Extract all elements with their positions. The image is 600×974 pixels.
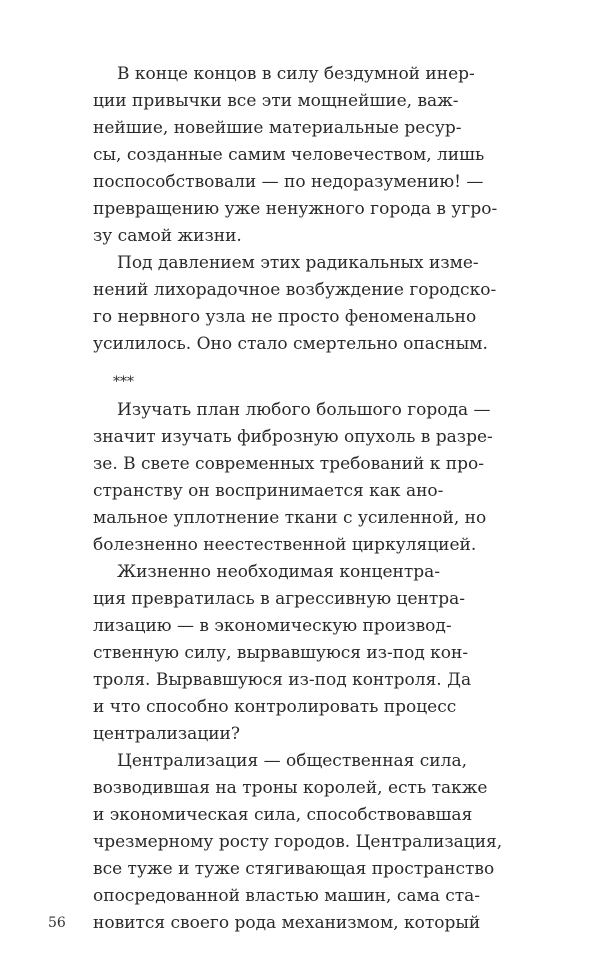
text-line: В конце концов в силу бездумной инер- [117,64,475,84]
page-number: 56 [48,915,66,931]
text-line: опосредованной властью машин, сама ста- [93,886,481,906]
text-line: превращению уже ненужного города в угро- [93,199,498,219]
text-line: нений лихорадочное возбуждение городско- [93,280,497,300]
text-line: ственную силу, вырвавшуюся из-под кон- [93,643,469,663]
text-line: странству он воспринимается как ано- [93,481,444,501]
text-line: троля. Вырвавшуюся из-под контроля. Да [93,670,472,690]
text-line: нейшие, новейшие материальные ресур- [93,118,462,138]
text-line: значит изучать фиброзную опухоль в разре- [93,427,493,447]
text-line: возводившая на троны королей, есть также [93,778,488,798]
text-line: и что способно контролировать процесс [93,697,457,717]
text-line: болезненно неестественной циркуляцией. [93,535,477,555]
text-line: новится своего рода механизмом, который [93,913,481,933]
text-line: чрезмерному росту городов. Централизация, [93,832,503,852]
text-line: Централизация — общественная сила, [117,751,467,771]
text-line: централизации? [93,724,240,744]
text-line: лизацию — в экономическую производ- [93,616,452,636]
text-line: поспособствовали — по недоразумению! — [93,172,484,192]
text-line: Под давлением этих радикальных изме- [117,253,479,273]
text-line: зе. В свете современных требований к про- [93,454,484,474]
text-line: ция превратилась в агрессивную центра- [93,589,466,609]
text-line: Жизненно необходимая концентра- [117,562,441,582]
section-separator: *** [113,374,134,390]
text-line: Изучать план любого большого города — [117,400,491,420]
text-line: ции привычки все эти мощнейшие, важ- [93,91,459,111]
text-line: го нервного узла не просто феноменально [93,307,477,327]
text-line: усилилось. Оно стало смертельно опасным. [93,334,488,354]
text-line: сы, созданные самим человечеством, лишь [93,145,485,165]
text-line: мальное уплотнение ткани с усиленной, но [93,508,487,528]
text-line: зу самой жизни. [93,226,242,246]
text-line: все туже и туже стягивающая пространство [93,859,495,879]
text-line: и экономическая сила, способствовавшая [93,805,473,825]
